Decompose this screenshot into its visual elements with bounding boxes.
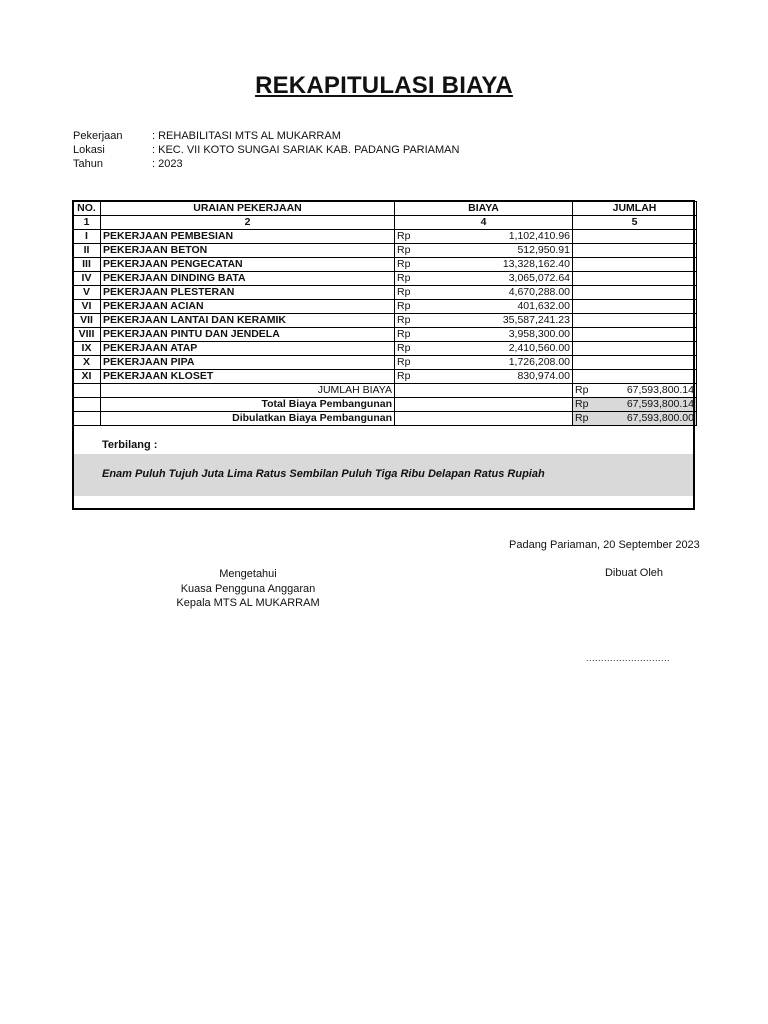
info-row-tahun — [73, 157, 459, 171]
currency-label: Rp — [397, 342, 411, 354]
terbilang-label: Terbilang : — [102, 439, 158, 451]
info-label: Pekerjaan — [73, 130, 123, 142]
info-value: : 2023 — [152, 158, 183, 170]
row-number: IX — [73, 342, 101, 356]
signature-dots: ............................ — [586, 653, 671, 663]
amount-value: 13,328,162.40 — [502, 258, 570, 270]
currency-label: Rp — [397, 314, 411, 326]
summary-label: Total Biaya Pembangunan — [101, 398, 395, 412]
row-description: PEKERJAAN ATAP — [101, 342, 395, 356]
amount-value: 67,593,800.14 — [626, 398, 694, 410]
amount-value: 1,726,208.00 — [508, 356, 570, 368]
currency-label: Rp — [397, 258, 411, 270]
amount-value: 3,065,072.64 — [508, 272, 570, 284]
colnum-2: 2 — [101, 216, 395, 230]
amount-value: 67,593,800.14 — [626, 384, 694, 396]
currency-label: Rp — [575, 412, 589, 424]
row-description: PEKERJAAN BETON — [101, 244, 395, 258]
currency-label: Rp — [397, 356, 411, 368]
amount-value: 3,958,300.00 — [508, 328, 570, 340]
row-description: PEKERJAAN PENGECATAN — [101, 258, 395, 272]
currency-label: Rp — [397, 286, 411, 298]
row-number: III — [73, 258, 101, 272]
row-number: VIII — [73, 328, 101, 342]
currency-label: Rp — [575, 384, 589, 396]
signature-left-line: Kepala MTS AL MUKARRAM — [176, 597, 320, 609]
row-number: VII — [73, 314, 101, 328]
row-description: PEKERJAAN LANTAI DAN KERAMIK — [101, 314, 395, 328]
row-number: I — [73, 230, 101, 244]
amount-value: 2,410,560.00 — [508, 342, 570, 354]
row-number: XI — [73, 370, 101, 384]
row-number: VI — [73, 300, 101, 314]
row-description: PEKERJAAN ACIAN — [101, 300, 395, 314]
currency-label: Rp — [397, 230, 411, 242]
amount-value: 401,632.00 — [517, 300, 570, 312]
info-label: Lokasi — [73, 144, 105, 156]
currency-label: Rp — [397, 244, 411, 256]
row-number: II — [73, 244, 101, 258]
place-date: Padang Pariaman, 20 September 2023 — [509, 539, 700, 551]
row-description: PEKERJAAN PINTU DAN JENDELA — [101, 328, 395, 342]
row-description: PEKERJAAN PLESTERAN — [101, 286, 395, 300]
currency-label: Rp — [397, 272, 411, 284]
row-description: PEKERJAAN DINDING BATA — [101, 272, 395, 286]
signature-left — [150, 567, 346, 611]
row-description: PEKERJAAN KLOSET — [101, 370, 395, 384]
row-number: IV — [73, 272, 101, 286]
colnum-5: 5 — [573, 216, 697, 230]
row-description: PEKERJAAN PIPA — [101, 356, 395, 370]
info-value: : KEC. VII KOTO SUNGAI SARIAK KAB. PADANG PARIAMAN — [152, 144, 460, 156]
amount-value: 830,974.00 — [517, 370, 570, 382]
info-row-lokasi — [73, 143, 459, 157]
colnum-1: 1 — [73, 216, 101, 230]
currency-label: Rp — [397, 300, 411, 312]
summary-label: JUMLAH BIAYA — [101, 384, 395, 398]
row-number: V — [73, 286, 101, 300]
colnum-4: 4 — [395, 216, 573, 230]
table-frame — [72, 200, 695, 510]
signature-right-label: Dibuat Oleh — [604, 567, 664, 579]
header-biaya: BIAYA — [395, 202, 573, 216]
signature-left-line: Kuasa Pengguna Anggaran — [180, 582, 316, 595]
signature-left-line: Mengetahui — [219, 568, 277, 580]
header-no: NO. — [73, 202, 101, 216]
amount-value: 4,670,288.00 — [508, 286, 570, 298]
info-row-pekerjaan — [73, 129, 459, 143]
project-info — [73, 129, 459, 171]
info-value: : REHABILITASI MTS AL MUKARRAM — [152, 130, 341, 142]
amount-value: 67,593,800.00 — [626, 412, 694, 424]
header-uraian: URAIAN PEKERJAAN — [101, 202, 395, 216]
header-jumlah: JUMLAH — [573, 202, 697, 216]
amount-value: 1,102,410.96 — [508, 230, 570, 242]
info-label: Tahun — [73, 158, 103, 170]
row-description: PEKERJAAN PEMBESIAN — [101, 230, 395, 244]
currency-label: Rp — [575, 398, 589, 410]
summary-label: Dibulatkan Biaya Pembangunan — [101, 412, 395, 426]
document-title: REKAPITULASI BIAYA — [255, 72, 513, 99]
amount-value: 512,950.91 — [517, 244, 570, 256]
amount-value: 35,587,241.23 — [502, 314, 570, 326]
row-number: X — [73, 356, 101, 370]
currency-label: Rp — [397, 328, 411, 340]
currency-label: Rp — [397, 370, 411, 382]
terbilang-text: Enam Puluh Tujuh Juta Lima Ratus Sembilan Puluh Tiga Ribu Delapan Ratus Rupiah — [102, 468, 545, 480]
